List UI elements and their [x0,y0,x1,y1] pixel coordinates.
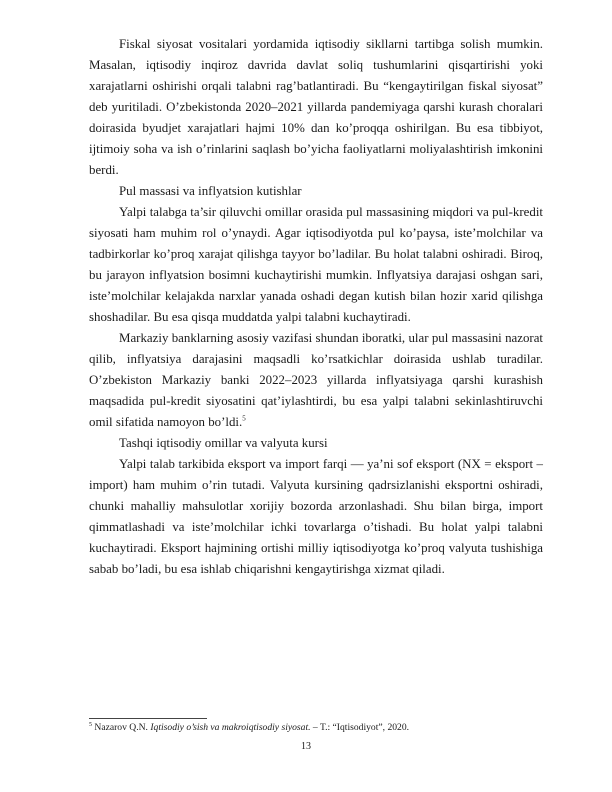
paragraph-net-exports: Yalpi talab tarkibida eksport va import farqi — ya’ni sof eksport (NX = eksport – import) ham muhim o’rin tutadi. Valyuta kursining qadrsizlanishi eksportni oshiradi, chunki mahalliy mahsulotlar xorijiy bozorda arzonlashadi. Shu bilan birga, import qimmatlashadi va iste’molchilar ichki tovarlarga o’tishadi. Bu holat yalpi talabni kuchaytiradi. Eksport hajmining ortishi milliy iqtisodiyotga ko’proq valyuta tushishiga sabab bo’ladi, bu esa ishlab chiqarishni kengaytirishga xizmat qiladi. [89,457,543,576]
page-body [89,34,543,580]
footnote-title: Iqtisodiy o’sish va makroiqtisodiy siyosat. [150,722,311,733]
section-heading-external-factors: Tashqi iqtisodiy omillar va valyuta kursi [119,436,328,450]
paragraph-central-bank-text: Markaziy banklarning asosiy vazifasi shundan iboratki, ular pul massasini nazorat qilib, inflyatsiya darajasini maqsadli ko’rsatkichlar doirasida ushlab turadilar. O’zbekiston Markaziy banki 2022–2023 yillarda inflyatsiyaga qarshi kurashish maqsadida pul-kredit siyosatini qat’iylashtirdi, bu esa yalpi talabni sekinlashtiruvchi omil sifatida namoyon bo’ldi. [89,331,543,429]
paragraph-money-supply: Yalpi talabga ta’sir qiluvchi omillar orasida pul massasining miqdori va pul-kredit siyosati ham muhim rol o’ynaydi. Agar iqtisodiyotda pul ko’paysa, iste’molchilar va tadbirkorlar ko’proq xarajat qilishga tayyor bo’ladilar. Bu holat talabni oshiradi. Biroq, bu jarayon inflyatsion bosimni kuchaytirishi mumkin. Inflyatsiya darajasi oshgan sari, iste’molchilar kelajakda narxlar yanada oshadi degan kutish bilan hozir xarid qilishga shoshadilar. Bu esa qisqa muddatda yalpi talabni kuchaytiradi. [89,205,543,324]
paragraph-central-bank [89,328,543,433]
paragraph-fiscal-policy: Fiskal siyosat vositalari yordamida iqtisodiy sikllarni tartibga solish mumkin. Masalan, iqtisodiy inqiroz davrida davlat soliq tushumlarini qisqartirishi yoki xarajatlarni oshirishi orqali talabni rag’batlantiradi. Bu “kengaytirilgan fiskal siyosat” deb yuritiladi. O’zbekistonda 2020–2021 yillarda pandemiyaga qarshi kurash choralari doirasida byudjet xarajatlari hajmi 10% dan ko’proqqa oshirilgan. Bu esa tibbiyot, ijtimoiy soha va ish o’rinlarini saqlash bo’yicha faoliyatlarni moliyalashtirish imkonini berdi. [89,37,543,177]
section-heading-money-supply: Pul massasi va inflyatsion kutishlar [119,184,302,198]
page-number: 13 [301,741,311,752]
footnote-publisher: – T.: “Iqtisodiyot”, 2020. [312,722,410,733]
footnote-divider [89,718,207,719]
footnote [89,721,543,734]
footnote-number: 5 [89,721,92,728]
footnote-reference[interactable]: 5 [242,414,246,423]
footnote-author: Nazarov Q.N. [94,722,148,733]
